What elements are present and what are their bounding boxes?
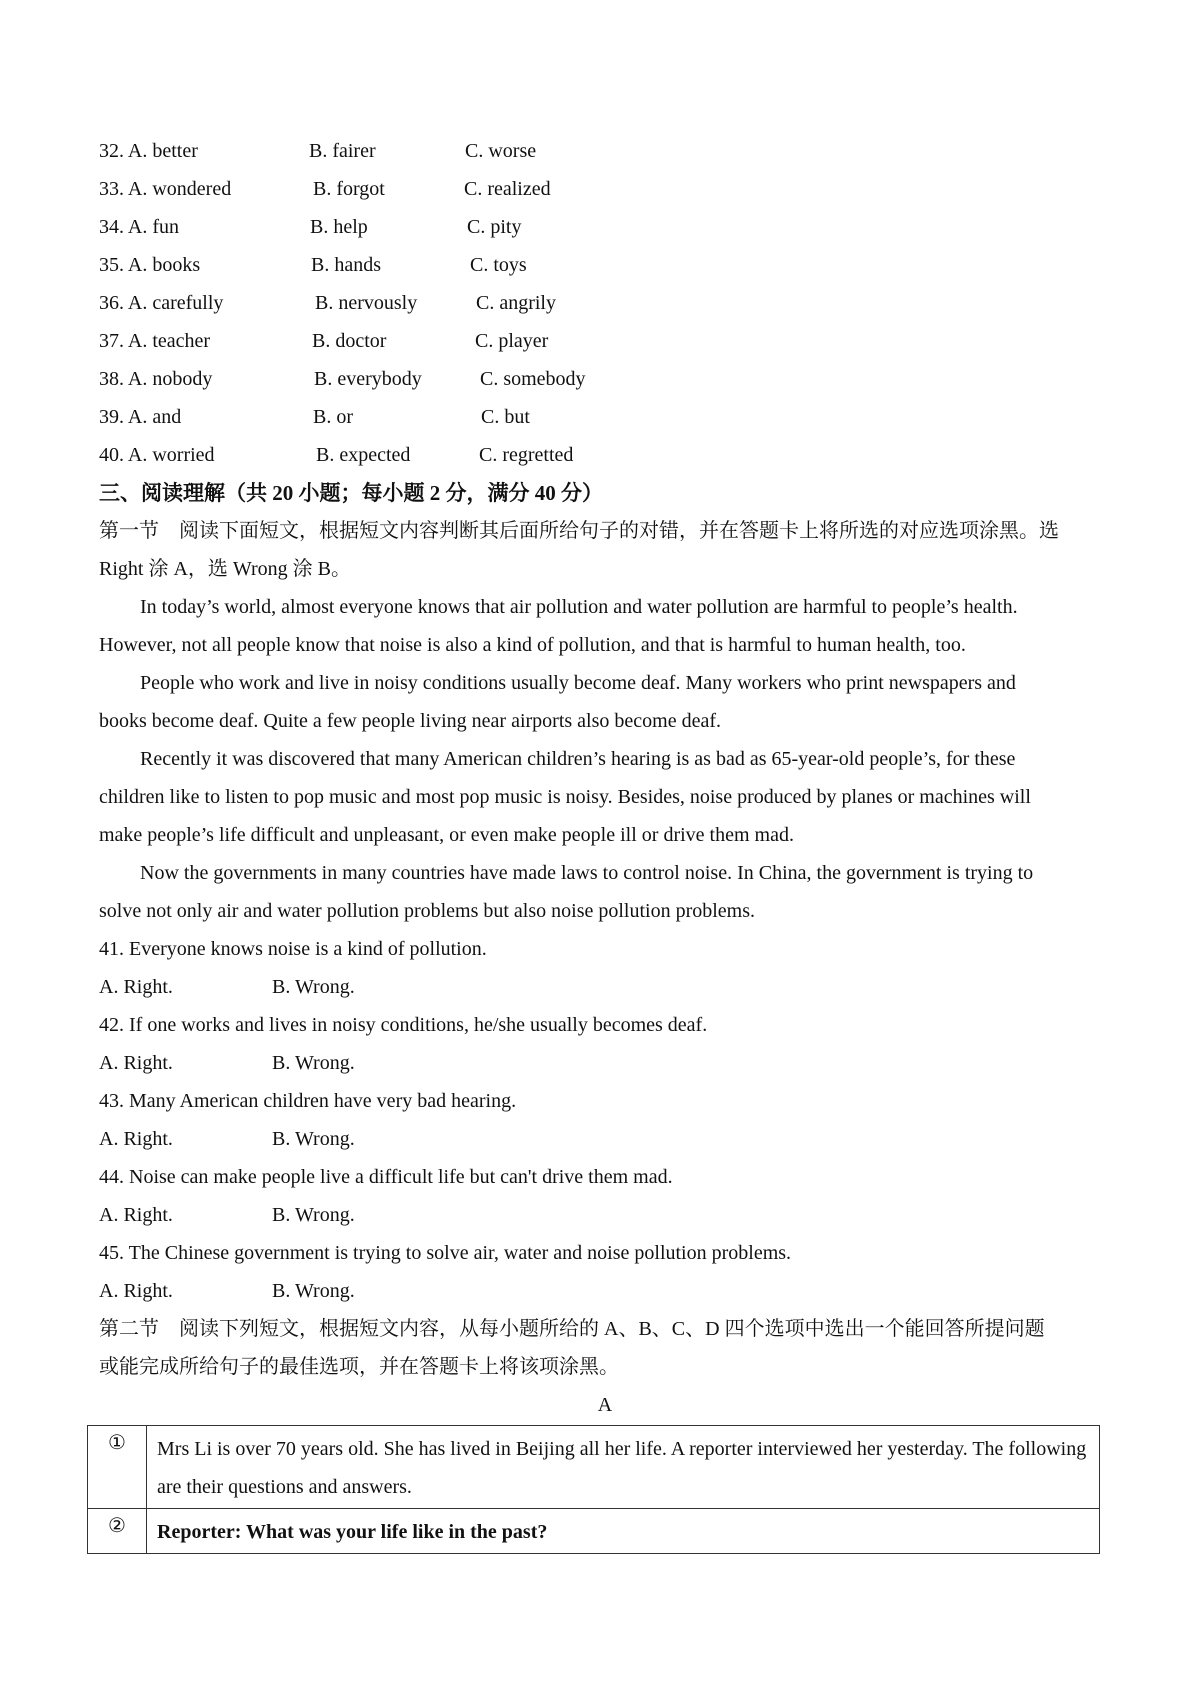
option-b: B. everybody (314, 368, 422, 390)
row-text: Mrs Li is over 70 years old. She has lived in Beijing all her life. A reporter interviewed her yesterday. The following are their questions and answers. (147, 1426, 1100, 1509)
part1-instructions: 第一节 阅读下面短文，根据短文内容判断其后面所给句子的对错，并在答题卡上将所选的对应选项涂黑。选 (99, 520, 1059, 542)
question-text: 41. Everyone knows noise is a kind of pollution. (99, 938, 487, 960)
option-a: 34. A. fun (99, 216, 179, 238)
option-c: C. worse (465, 140, 537, 162)
answer-right: A. Right. (99, 976, 173, 998)
option-b: B. expected (316, 444, 411, 466)
answer-wrong: B. Wrong. (272, 1280, 355, 1302)
option-a: 40. A. worried (99, 444, 215, 466)
answer-right: A. Right. (99, 1052, 173, 1074)
section-title: 三、阅读理解（共 20 小题；每小题 2 分，满分 40 分） (99, 481, 603, 505)
reading-table (87, 1425, 1100, 1554)
passage-line: People who work and live in noisy conditions usually become deaf. Many workers who print newspapers and (140, 672, 1016, 694)
answer-choices (99, 1044, 355, 1082)
passage-line: solve not only air and water pollution problems but also noise pollution problems. (99, 900, 756, 922)
option-a: 32. A. better (99, 140, 198, 162)
option-a: 38. A. nobody (99, 368, 213, 390)
answer-choices (99, 1196, 355, 1234)
passage-line: However, not all people know that noise is also a kind of pollution, and that is harmful to human health, too. (99, 634, 966, 656)
option-b: B. help (310, 216, 368, 238)
option-b: B. hands (311, 254, 381, 276)
question-text: 45. The Chinese government is trying to solve air, water and noise pollution problems. (99, 1242, 792, 1264)
option-b: B. or (313, 406, 353, 428)
answer-right: A. Right. (99, 1280, 173, 1302)
part2-instructions: 第二节 阅读下列短文，根据短文内容，从每小题所给的 A、B、C、D 四个选项中选出一个能回答所提问题 (99, 1318, 1045, 1340)
option-c: C. regretted (479, 444, 574, 466)
option-b: B. doctor (312, 330, 387, 352)
option-b: B. fairer (309, 140, 376, 162)
answer-choices (99, 1120, 355, 1158)
passage-line: make people’s life difficult and unpleasant, or even make people ill or drive them mad. (99, 824, 794, 846)
answer-right: A. Right. (99, 1204, 173, 1226)
passage-line: Recently it was discovered that many American children’s hearing is as bad as 65-year-old people’s, for these (140, 748, 1016, 770)
passage-line: children like to listen to pop music and most pop music is noisy. Besides, noise produced by planes or machines will (99, 786, 1031, 808)
option-b: B. forgot (313, 178, 385, 200)
option-a: 36. A. carefully (99, 292, 224, 314)
table-row (88, 1426, 1100, 1509)
table-row (88, 1509, 1100, 1554)
option-a: 37. A. teacher (99, 330, 211, 352)
option-c: C. player (475, 330, 549, 352)
answer-choices (99, 968, 355, 1006)
option-c: C. somebody (480, 368, 586, 390)
part1-instructions: Right 涂 A，选 Wrong 涂 B。 (99, 558, 351, 580)
option-a: 35. A. books (99, 254, 201, 276)
option-b: B. nervously (315, 292, 418, 314)
passage-line: books become deaf. Quite a few people living near airports also become deaf. (99, 710, 721, 732)
answer-wrong: B. Wrong. (272, 976, 355, 998)
question-text: 44. Noise can make people live a difficult life but can't drive them mad. (99, 1166, 673, 1188)
option-c: C. but (481, 406, 530, 428)
option-c: C. pity (467, 216, 522, 238)
passage-line: Now the governments in many countries have made laws to control noise. In China, the government is trying to (140, 862, 1034, 884)
option-c: C. angrily (476, 292, 556, 314)
passage-label: A (597, 1394, 613, 1416)
answer-right: A. Right. (99, 1128, 173, 1150)
row-text: Reporter: What was your life like in the past? (147, 1509, 1100, 1554)
row-number: ① (88, 1426, 147, 1509)
answer-choices (99, 1272, 355, 1310)
row-number: ② (88, 1509, 147, 1554)
option-c: C. realized (464, 178, 551, 200)
option-c: C. toys (470, 254, 527, 276)
passage-line: In today’s world, almost everyone knows that air pollution and water pollution are harmful to people’s health. (140, 596, 1018, 618)
option-a: 33. A. wondered (99, 178, 232, 200)
question-text: 43. Many American children have very bad hearing. (99, 1090, 517, 1112)
question-text: 42. If one works and lives in noisy conditions, he/she usually becomes deaf. (99, 1014, 708, 1036)
answer-wrong: B. Wrong. (272, 1052, 355, 1074)
part2-instructions: 或能完成所给句子的最佳选项，并在答题卡上将该项涂黑。 (99, 1356, 619, 1378)
option-a: 39. A. and (99, 406, 182, 428)
answer-wrong: B. Wrong. (272, 1204, 355, 1226)
answer-wrong: B. Wrong. (272, 1128, 355, 1150)
